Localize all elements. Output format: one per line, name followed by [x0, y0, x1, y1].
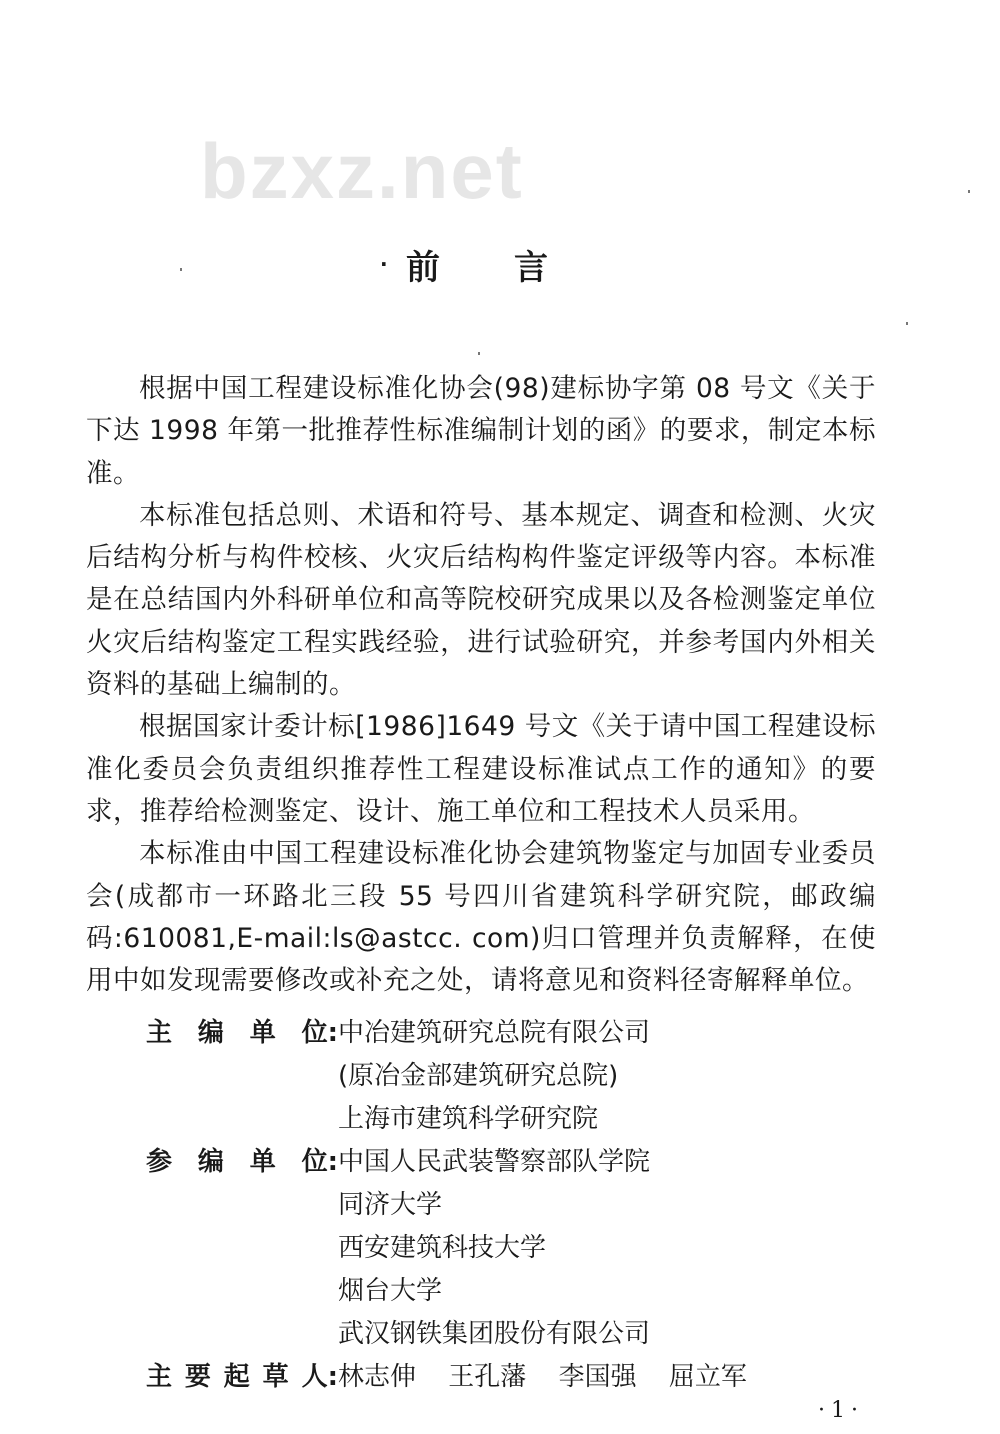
participating-unit: 武汉钢铁集团股份有限公司	[338, 1319, 651, 1349]
label-char: 编	[197, 1018, 224, 1048]
label-char: 要	[184, 1362, 211, 1392]
title-dot: ·	[380, 252, 388, 276]
main-drafters-label	[146, 1356, 338, 1399]
participating-unit: 同济大学	[338, 1190, 443, 1220]
participating-units-row	[146, 1141, 771, 1356]
page-number: ·1·	[818, 1398, 864, 1423]
chief-units-label	[146, 1012, 338, 1141]
title-char-1: 前	[406, 248, 440, 288]
watermark: bzxz.net	[200, 127, 524, 215]
label-char: 人:	[301, 1362, 338, 1392]
scan-speck	[968, 190, 970, 193]
drafter-name: 王孔藩	[448, 1362, 527, 1392]
participating-units-label	[146, 1141, 338, 1356]
main-drafters-list	[338, 1356, 771, 1399]
paragraph-1: 根据中国工程建设标准化协会(98)建标协字第 08 号文《关于下达 1998 年第一批推荐性标准编制计划的函》的要求，制定本标准。	[86, 373, 876, 489]
participating-unit: 西安建筑科技大学	[338, 1233, 547, 1263]
scan-speck	[180, 268, 182, 271]
label-char: 编	[197, 1147, 224, 1177]
main-drafters-row	[146, 1356, 771, 1399]
participating-unit: 中国人民武装警察部队学院	[338, 1147, 651, 1177]
chief-units-row	[146, 1012, 771, 1141]
credits	[146, 1012, 771, 1399]
label-char: 位:	[301, 1018, 338, 1048]
scan-speck	[478, 352, 480, 355]
label-char: 位:	[301, 1147, 338, 1177]
chief-unit: 上海市建筑科学研究院	[338, 1104, 599, 1134]
drafter-name: 屈立军	[668, 1362, 747, 1392]
page-title	[380, 240, 580, 290]
paragraph-4: 本标准由中国工程建设标准化协会建筑物鉴定与加固专业委员会(成都市一环路北三段 55 号四川省建筑科学研究院，邮政编码:610081,E-mail:ls@astcc. com)归口管理并负责解释，在使用中如发现需要修改或补充之处，请将意见和资料径寄解释单位。	[86, 838, 876, 997]
label-char: 草	[262, 1362, 289, 1392]
chief-units-list	[338, 1012, 650, 1141]
title-char-2: 言	[514, 248, 548, 288]
label-char: 单	[249, 1147, 276, 1177]
participating-unit: 烟台大学	[338, 1276, 443, 1306]
paragraph-3: 根据国家计委计标[1986]1649 号文《关于请中国工程建设标准化委员会负责组织推荐性工程建设标准试点工作的通知》的要求，推荐给检测鉴定、设计、施工单位和工程技术人员采用。	[86, 711, 876, 827]
label-char: 主	[146, 1018, 173, 1048]
paragraph-2: 本标准包括总则、术语和符号、基本规定、调查和检测、火灾后结构分析与构件校核、火灾后结构构件鉴定评级等内容。本标准是在总结国内外科研单位和高等院校研究成果以及各检测鉴定单位火灾后结构鉴定工程实践经验，进行试验研究，并参考国内外相关资料的基础上编制的。	[86, 499, 876, 701]
label-char: 参	[146, 1147, 173, 1177]
label-char: 起	[223, 1362, 250, 1392]
foreword-body	[86, 368, 876, 1002]
participating-units-list	[338, 1141, 650, 1356]
label-char: 主	[146, 1362, 173, 1392]
chief-unit: 中冶建筑研究总院有限公司	[338, 1018, 651, 1048]
drafter-name: 李国强	[558, 1362, 637, 1392]
chief-unit: (原冶金部建筑研究总院)	[338, 1061, 619, 1091]
drafter-name: 林志伸	[338, 1362, 417, 1392]
label-char: 单	[249, 1018, 276, 1048]
scan-speck	[906, 322, 908, 325]
